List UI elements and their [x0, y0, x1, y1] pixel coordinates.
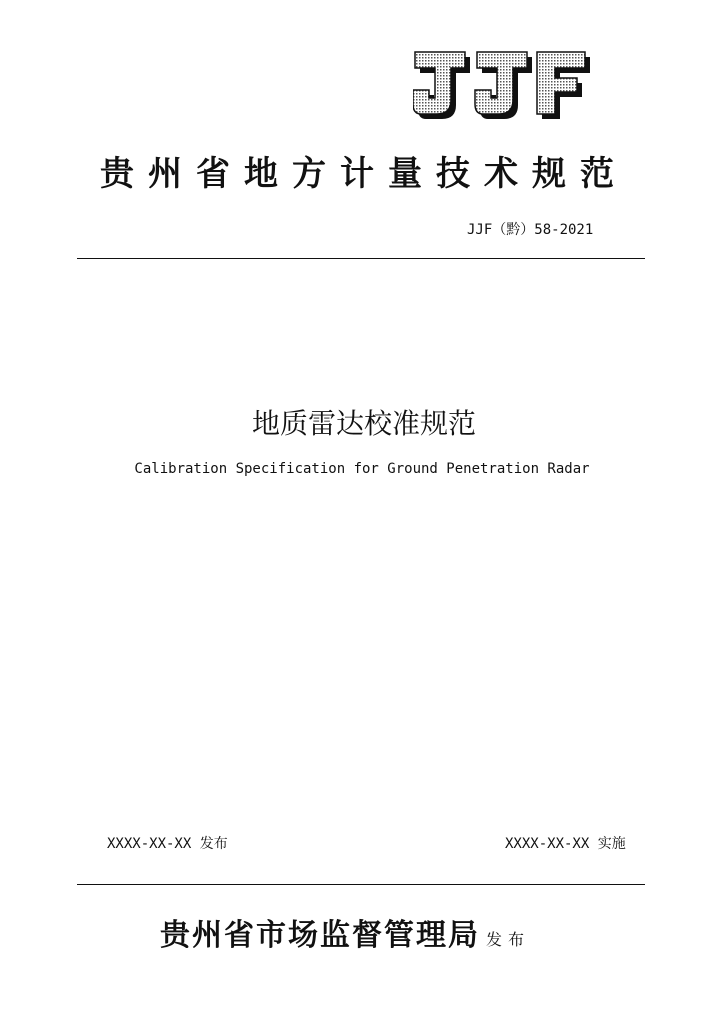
authority-title: 贵州省地方计量技术规范 — [100, 154, 628, 194]
effective-date: XXXX-XX-XX 实施 — [505, 836, 626, 852]
publisher-name: 贵州省市场监督管理局 — [160, 918, 480, 953]
logo-text: JJF — [413, 48, 415, 49]
issue-date: XXXX-XX-XX 发布 — [107, 836, 228, 852]
document-title-chinese: 地质雷达校准规范 — [251, 407, 476, 440]
standard-code: JJF（黔）58-2021 — [467, 222, 594, 238]
top-divider — [77, 258, 645, 259]
publisher-suffix: 发布 — [486, 930, 531, 949]
document-title-english: Calibration Specification for Ground Penetration Radar — [134, 461, 590, 477]
bottom-divider — [77, 884, 645, 885]
publisher-line — [160, 916, 530, 960]
jjf-logo — [413, 48, 593, 120]
